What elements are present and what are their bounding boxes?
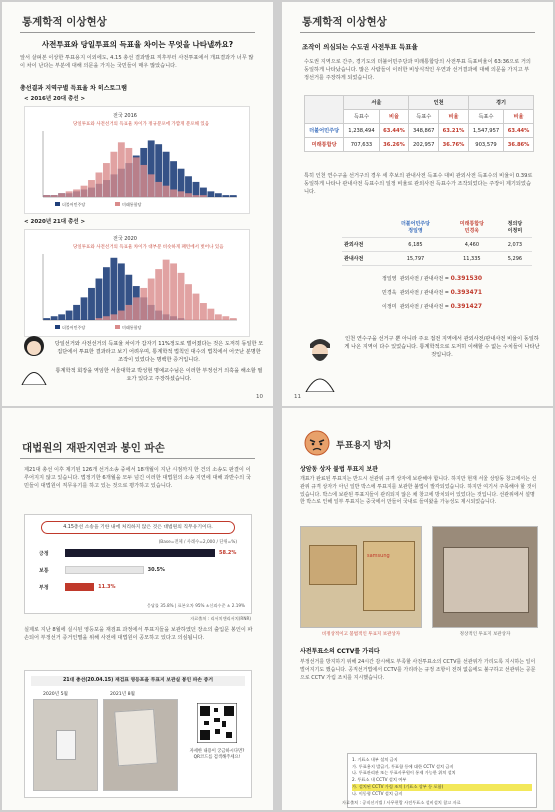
col-header: 득표수 bbox=[344, 110, 379, 124]
histogram-bar bbox=[155, 269, 162, 320]
table-cell: 348,867 bbox=[409, 124, 439, 138]
body-text-2: 통계학적 회장을 역임한 서울대학교 박성현 명예교수님은 이러한 부정선거 의혹을 해소할 필요가 있다고 주장하셨습니다. bbox=[55, 368, 263, 383]
histogram-bar bbox=[170, 189, 177, 197]
histogram-bar bbox=[73, 305, 80, 320]
histogram-bar bbox=[222, 316, 229, 320]
histogram-bar bbox=[81, 186, 88, 197]
vote-table bbox=[304, 95, 534, 152]
ratio-name: 이정미 bbox=[382, 303, 397, 310]
table-cell: 63.44% bbox=[504, 124, 534, 138]
bar-label: 긍정 bbox=[39, 551, 49, 557]
page-11 bbox=[282, 2, 553, 406]
body-text: 실제로 지난 8월에 실시된 영등포을 재검표 과정에서 투표지들을 보관하였던 장소의 출입문 봉인이 파손되어 부정선거 증거인멸을 위해 사전에 대법원이 공모하고 있다고 의심됩니다. bbox=[24, 627, 253, 642]
doc-line: 1. 기표소 내부 설치 금지 bbox=[352, 757, 398, 762]
histogram-bar bbox=[125, 305, 132, 320]
survey-bar bbox=[65, 583, 94, 591]
corner-cell bbox=[342, 217, 385, 238]
chart2-box bbox=[24, 229, 250, 337]
door-photo-2021 bbox=[103, 699, 178, 791]
histogram-bar bbox=[103, 267, 110, 320]
title-divider bbox=[20, 458, 255, 459]
histogram-bar bbox=[155, 182, 162, 197]
table-cell: 36.26% bbox=[379, 138, 409, 152]
histogram-bar bbox=[230, 195, 237, 197]
row-header: 관외사전 bbox=[342, 238, 385, 252]
section2-title: 사전투표소의 CCTV를 가리다 bbox=[300, 648, 380, 655]
doc-line: 가. 투표용지 발급기, 투표함 등에 대한 CCTV 설치 금지 bbox=[352, 763, 454, 769]
ratio-row bbox=[382, 300, 482, 314]
table-cell: 6,185 bbox=[385, 238, 446, 252]
legend-label: 미래통합당 bbox=[122, 325, 142, 330]
candidate-header: 정의당 이정미 bbox=[498, 217, 532, 238]
middle-text: 특히 인천 연수구을 선거구의 경우 세 후보의 관내사전 득표수 대비 관외사전 득표수의 비율이 0.39로 동일하게 나타나 관내사전 득표수의 일정 비율로 관외사전 득표수가 조작되었다는 주장이 제기되었습니다. bbox=[304, 173, 533, 196]
table-cell: 707,633 bbox=[344, 138, 379, 152]
table-cell: 202,957 bbox=[409, 138, 439, 152]
page-12 bbox=[2, 408, 273, 810]
page-title: 통계학적 이상현상 bbox=[22, 16, 107, 28]
histogram-bar bbox=[73, 189, 80, 197]
corner-cell bbox=[305, 96, 344, 124]
page-number: 11 bbox=[294, 394, 301, 400]
histogram-bar bbox=[200, 195, 207, 197]
histogram-bar bbox=[207, 191, 214, 197]
histogram-bar bbox=[118, 142, 125, 197]
bar-label: 보통 bbox=[39, 568, 49, 574]
col-header: 비율 bbox=[439, 110, 469, 124]
box-photo-illegal bbox=[300, 526, 422, 628]
table-row bbox=[342, 238, 532, 252]
ratio-value: 0.391530 bbox=[450, 275, 483, 282]
table-cell: 1,547,957 bbox=[468, 124, 503, 138]
histogram-bar bbox=[163, 260, 170, 320]
legend-swatch bbox=[115, 202, 120, 206]
section-title: 조작이 의심되는 수도권 사전투표 득표율 bbox=[302, 43, 418, 51]
survey-bar bbox=[65, 566, 144, 574]
page-10 bbox=[2, 2, 273, 406]
door-photo-2020 bbox=[33, 699, 98, 791]
histogram-bar bbox=[43, 318, 50, 320]
histogram-bar bbox=[81, 297, 88, 320]
histogram-bar bbox=[148, 279, 155, 320]
histogram-bar bbox=[140, 288, 147, 320]
candidate-header: 미래통합당 민경욱 bbox=[446, 217, 498, 238]
histogram-bar bbox=[58, 314, 65, 320]
section-title: 총선결과 지역구별 득표율 차 히스토그램 bbox=[20, 85, 127, 92]
histogram-bar bbox=[96, 279, 103, 320]
table-cell: 1,238,494 bbox=[344, 124, 379, 138]
table-row bbox=[342, 252, 532, 266]
page-number: 10 bbox=[256, 394, 263, 400]
histogram-bar bbox=[222, 195, 229, 197]
histogram-bar bbox=[140, 165, 147, 197]
party-cell: 더불어민주당 bbox=[305, 124, 344, 138]
histogram-bar bbox=[96, 172, 103, 197]
region-header: 인천 bbox=[409, 96, 469, 110]
chart2-label: < 2020년 21대 총선 > bbox=[24, 219, 86, 225]
ratio-name: 민경욱 bbox=[382, 289, 397, 296]
ratio-row bbox=[382, 272, 482, 286]
section1-text: 개표가 완료된 투표지는 반드시 선관위 규격 상자에 보관해야 합니다. 하지만 현재 서울 상암동 창고에서는 선관위 규격 상자가 아닌 일반 박스에 투표지를 보관한 불법이 발각되었습니다. 하지만 여기서 주목해야 할 것이 있습니다. 박스에 보관된 투표지들이 관리되지 않은 채 창고에 방치되어 있었다는 것입니다. 선관위에서 설명한 박스로 인해 일부 투표지는 중국에서 만들어 국내로 들여왔을 가능성도 제시되었습니다. bbox=[300, 476, 537, 506]
page-title: 대법원의 재판지연과 봉인 파손 bbox=[22, 442, 165, 454]
photo2-label: 2021년 8월 bbox=[110, 692, 135, 697]
question-heading: 사전투표와 당일투표의 득표율 차이는 무엇을 나타낼까요? bbox=[41, 40, 234, 49]
bar-value: 11.3% bbox=[98, 584, 116, 590]
survey-source: 자료출처 : 리서치앤리서치(RNR) bbox=[190, 616, 251, 621]
histogram-bar bbox=[193, 182, 200, 197]
candidate-table bbox=[342, 217, 532, 266]
histogram-bar bbox=[133, 157, 140, 197]
ratio-row bbox=[382, 286, 482, 300]
qr-caption: 자세한 내용이 궁금하시다면? QR코드를 검색해주세요! bbox=[189, 749, 245, 761]
bar-value: 58.2% bbox=[219, 550, 237, 556]
histogram-bar bbox=[207, 309, 214, 320]
chart1-label: < 2016년 20대 총선 > bbox=[24, 96, 86, 102]
histogram-bar bbox=[185, 193, 192, 197]
histogram-bar bbox=[58, 193, 65, 197]
caption-illegal: 비정상적이고 불법적인 투표지 보관상자 bbox=[321, 632, 401, 637]
histogram-bar bbox=[66, 191, 73, 197]
histogram-bar bbox=[51, 316, 58, 320]
legend-label: 더불어민주당 bbox=[62, 202, 86, 207]
histogram-bar bbox=[88, 180, 95, 197]
page-title: 통계학적 이상현상 bbox=[302, 16, 387, 28]
histogram-bar bbox=[215, 314, 222, 320]
chart1-annotation: 당일투표와 사전선거의 득표율 차이가 정규분포에 가깝게 분포해 있음 bbox=[73, 122, 210, 127]
photo1-label: 2020년 5월 bbox=[43, 692, 68, 697]
col-header: 득표수 bbox=[468, 110, 503, 124]
caption-normal: 정상적인 투표지 보관상자 bbox=[459, 632, 511, 637]
region-header: 경기 bbox=[468, 96, 533, 110]
seal-paper bbox=[56, 730, 76, 760]
title-divider bbox=[20, 32, 255, 33]
region-header: 서울 bbox=[344, 96, 409, 110]
histogram-bar bbox=[230, 318, 237, 320]
legend-label: 더불어민주당 bbox=[62, 325, 86, 330]
histogram-bar bbox=[163, 186, 170, 197]
survey-box bbox=[24, 514, 252, 614]
legend-label: 미래통합당 bbox=[122, 202, 142, 207]
histogram-bar bbox=[110, 152, 117, 197]
legend-swatch bbox=[55, 202, 60, 206]
table-cell: 903,579 bbox=[468, 138, 503, 152]
section1-title: 상암동 상자 불법 투표지 보관 bbox=[300, 466, 378, 473]
evidence-title: 21대 총선(20.04.15) 재검표 영등포을 투표지 보관실 봉인 파손 증거 bbox=[31, 676, 245, 686]
histogram-bar bbox=[110, 258, 117, 320]
col-header: 비율 bbox=[379, 110, 409, 124]
evidence-box bbox=[24, 670, 252, 798]
histogram-bar bbox=[215, 193, 222, 197]
histogram-bar bbox=[185, 284, 192, 320]
box-brand-label: samsung bbox=[367, 553, 390, 559]
table-cell: 11,335 bbox=[446, 252, 498, 266]
cardboard-box bbox=[363, 541, 415, 611]
broken-seal-paper bbox=[114, 709, 158, 767]
table-cell: 5,296 bbox=[498, 252, 532, 266]
legend-swatch bbox=[115, 325, 120, 329]
party-cell: 미래통합당 bbox=[305, 138, 344, 152]
histogram-bar bbox=[200, 303, 207, 320]
survey-bar bbox=[65, 549, 215, 557]
chart2-inner-title: 전국 2020 bbox=[113, 236, 137, 242]
box-photo-normal bbox=[432, 526, 538, 628]
man-illustration bbox=[300, 332, 340, 392]
angry-face-icon bbox=[304, 430, 330, 456]
chart2-svg bbox=[25, 230, 249, 336]
cardboard-box bbox=[309, 545, 357, 585]
page-title: 투표용지 방치 bbox=[336, 441, 392, 451]
survey-footer: 응답률 35.8% | 표본오차 95% ±신뢰수준 ± 2.19% bbox=[146, 603, 245, 608]
legend-swatch bbox=[55, 325, 60, 329]
official-box bbox=[443, 547, 529, 613]
doc-line: 나. 이동형 CCTV 설치 금지 bbox=[352, 790, 403, 796]
intro-text: 수도권 지역으로 간주, 경기도의 더불어민주당과 미래통합당의 사전투표 득표비율이 63:36으로 거의 동일하게 나타났습니다. 많은 사람들이 이러한 비상식적인 우연과 선거결과에 대해 의문을 가지고 부정선거를 주장하게 되었습니다. bbox=[304, 59, 531, 82]
histogram-bar bbox=[51, 195, 58, 197]
histogram-bar bbox=[193, 195, 200, 197]
table-cell: 36.86% bbox=[504, 138, 534, 152]
ratio-name: 정일영 bbox=[382, 276, 397, 282]
bar-label: 부정 bbox=[39, 585, 49, 591]
histogram-bar bbox=[178, 273, 185, 320]
table-cell: 4,460 bbox=[446, 238, 498, 252]
col-header: 득표수 bbox=[409, 110, 439, 124]
bar-value: 30.5% bbox=[147, 567, 165, 573]
doc-line: 나. 투표관리관 또는 투표사무원이 통제 가능한 위치 설치 bbox=[352, 770, 456, 776]
candidate-header: 더불어민주당 정일영 bbox=[385, 217, 446, 238]
body-text: 당일선거와 사전선거의 득표율 차이가 갑자기 11%정도로 벌어졌다는 것은 도저히 동일한 모집단에서 투표한 결과라고 보기 어려우며, 통계학적 법칙인 대수의 법칙에서 어긋난 분명한 조작이 있었다는 명백한 증거입니다. bbox=[54, 341, 264, 364]
source-text: 자료출처 : 공직선거법 / 사무편람 사전투표소 설비설치 참고 자료 bbox=[342, 800, 461, 805]
col-header: 비율 bbox=[504, 110, 534, 124]
histogram-bar bbox=[110, 314, 117, 320]
intro-text: 제21대 총선 이후 제기된 126개 선거소송 중에서 18개월이 지난 시점까지 한 건의 소송도 판결이 이루어지지 않고 있습니다. 법정기한 6개월을 모두 넘긴 이러한 대법원의 소송 지연에 대해 과반수의 국민들이 대법원이 직무유기를 하고 있는 것으로 평가하고 있습니다. bbox=[24, 467, 251, 490]
qr-code-icon[interactable] bbox=[197, 703, 237, 743]
table-cell: 2,073 bbox=[498, 238, 532, 252]
ratio-expr: 관외사전 / 관내사전 = bbox=[399, 276, 451, 282]
histogram-bar bbox=[66, 311, 73, 320]
survey-bars bbox=[25, 515, 253, 615]
histogram-bar bbox=[148, 174, 155, 197]
woman-illustration bbox=[14, 330, 54, 385]
table-cell: 15,797 bbox=[385, 252, 446, 266]
histogram-bar bbox=[88, 288, 95, 320]
survey-meta: (Base=전체 / 사례수=2,000 / 단위=%) bbox=[158, 540, 237, 545]
histogram-bar bbox=[103, 163, 110, 197]
ratio-value: 0.393471 bbox=[450, 288, 483, 296]
table-row bbox=[305, 124, 534, 138]
page-13 bbox=[282, 408, 553, 810]
row-header: 관내사전 bbox=[342, 252, 385, 266]
doc-line-highlighted: 가. 설치된 CCTV 가림 조치 (기표소 상부 등 포함) bbox=[352, 784, 532, 791]
table-cell: 36.76% bbox=[439, 138, 469, 152]
ratio-expr: 관외사전 / 관내사전 = bbox=[399, 289, 451, 296]
title-divider bbox=[300, 32, 535, 33]
chart2-annotation: 당일투표와 사전선거의 득표율 차이가 대부분 비슷하게 패턴에서 벗어나 있음 bbox=[73, 245, 224, 250]
ratio-value: 0.391427 bbox=[450, 302, 483, 310]
histogram-bar bbox=[170, 263, 177, 320]
section2-text: 부정선거를 방지하기 위해 24시간 감시해도 부족할 사전투표소의 CCTV를 선관위가 가리도록 지시하는 일이 벌어지기도 했습니다. 공직선거법에서 CCTV를 가리라는 규정 조항이 전혀 없음에도 불구하고 선관위는 공문으로 CCTV 가림 조치를 지시했습니다. bbox=[300, 659, 536, 681]
chart1-inner-title: 전국 2016 bbox=[113, 113, 137, 119]
intro-text: 앞서 살펴본 이상한 투표용지 이외에도, 4.15 총선 결과발표 직후부터 사전투표에서 개표결과가 너무 많이 차이 난다는 부분에 대해 의문을 가지는 국민들이 매우 많았습니다. bbox=[20, 55, 254, 70]
histogram-bar bbox=[125, 148, 132, 197]
histogram-bar bbox=[43, 195, 50, 197]
doc-line: 2. 투표소 내 CCTV 설치 여부 bbox=[352, 777, 407, 783]
histogram-bar bbox=[193, 294, 200, 320]
chart1-svg bbox=[25, 107, 249, 213]
table-cell: 63.21% bbox=[439, 124, 469, 138]
bottom-text: 인천 연수구을 선거구 뿐 아니라 주요 접전 지역에서 관외사전/관내사전 비율이 동일하게 나온 지역이 다수 있었습니다. 통계학적으로 도저히 이해할 수 없는 수치들이 나타난 것입니다. bbox=[344, 336, 540, 359]
survey-title: 4.15총선 소송을 기한 내에 처리하지 않은 것은 대법원의 직무유기이다. bbox=[41, 521, 235, 534]
histogram-bar bbox=[118, 311, 125, 320]
table-row bbox=[305, 138, 534, 152]
histogram-bar bbox=[103, 316, 110, 320]
histogram-bar bbox=[133, 297, 140, 320]
histogram-bar bbox=[96, 318, 103, 320]
ratio-expr: 관외사전 / 관내사전 = bbox=[399, 303, 451, 310]
ratio-list bbox=[382, 272, 482, 313]
table-cell: 63.44% bbox=[379, 124, 409, 138]
histogram-bar bbox=[178, 191, 185, 197]
chart1-box bbox=[24, 106, 250, 214]
